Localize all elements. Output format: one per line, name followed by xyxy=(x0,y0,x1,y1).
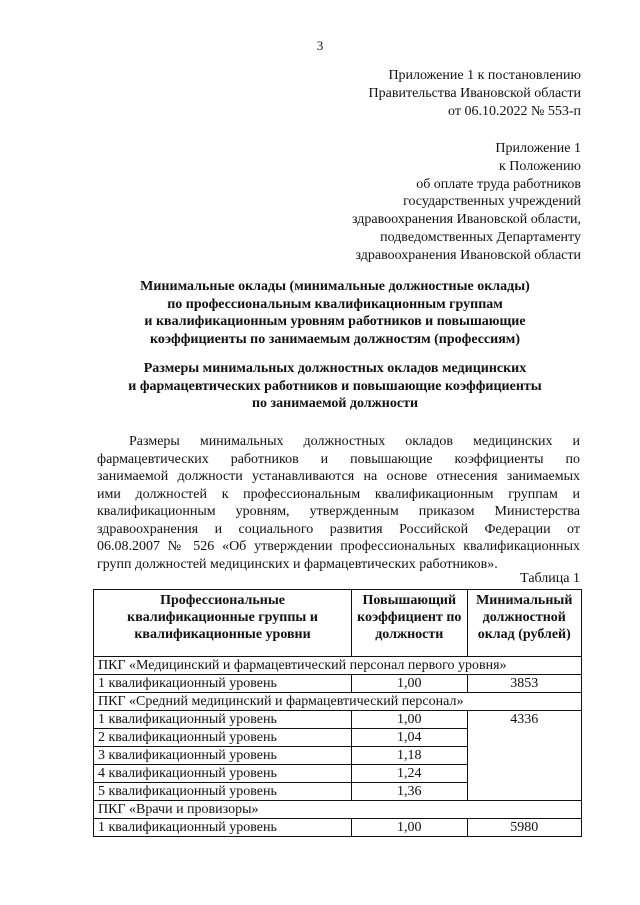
salary-cell: 4336 xyxy=(467,711,581,801)
appendix-sub-line: здравоохранения Ивановской области, xyxy=(352,212,581,228)
appendix-sub-line: здравоохранения Ивановской области xyxy=(355,247,581,263)
level-cell: 5 квалификационный уровень xyxy=(94,783,352,801)
table-header-row xyxy=(94,590,582,657)
group-title: ПКГ «Средний медицинский и фармацевтический персонал» xyxy=(94,693,582,711)
document-title xyxy=(100,278,570,348)
section-title-line: по занимаемой должности xyxy=(251,396,419,411)
coefficient-cell: 1,04 xyxy=(352,729,467,747)
header-coefficient: Повышающий коэффициент по должности xyxy=(352,590,467,657)
level-cell: 1 квалификационный уровень xyxy=(94,711,352,729)
level-cell: 1 квалификационный уровень xyxy=(94,819,352,837)
appendix-sub-block xyxy=(241,140,581,265)
coefficient-cell: 1,00 xyxy=(352,711,467,729)
coefficient-cell: 1,00 xyxy=(352,675,467,693)
appendix-main-line: от 06.10.2022 № 553-п xyxy=(448,103,581,119)
header-qualification-groups: Профессиональные квалификационные группы и квалификационные уровни xyxy=(94,590,352,657)
table-row xyxy=(94,711,582,729)
table-caption: Таблица 1 xyxy=(520,571,580,586)
salary-table xyxy=(93,589,582,837)
header-min-salary: Минимальный должностной оклад (рублей) xyxy=(467,590,581,657)
section-title-line: и фармацевтических работников и повышающие коэффициенты xyxy=(128,378,542,394)
appendix-sub-line: об оплате труда работников xyxy=(416,176,581,192)
section-title xyxy=(100,360,570,413)
level-cell: 4 квалификационный уровень xyxy=(94,765,352,783)
paragraph-line: фармацевтических работников и повышающие коэффициенты по xyxy=(97,451,580,467)
table-row xyxy=(94,675,582,693)
level-cell: 1 квалификационный уровень xyxy=(94,675,352,693)
level-cell: 3 квалификационный уровень xyxy=(94,747,352,765)
appendix-sub-line: Приложение 1 xyxy=(495,141,581,156)
appendix-main-line: Приложение 1 к постановлению xyxy=(388,68,581,83)
paragraph-line: групп должностей медицинских и фармацевтических работников». xyxy=(97,556,498,572)
paragraph-line: занимаемой должности устанавливаются на основе отнесения занимаемых xyxy=(97,469,580,484)
group-title-row xyxy=(94,801,582,819)
paragraph-line: 06.08.2007 № 526 «Об утверждении профессиональных квалификационных xyxy=(97,539,580,554)
group-title-row xyxy=(94,693,582,711)
table-row xyxy=(94,819,582,837)
coefficient-cell: 1,18 xyxy=(352,747,467,765)
level-cell: 2 квалификационный уровень xyxy=(94,729,352,747)
coefficient-cell: 1,36 xyxy=(352,783,467,801)
page-number: 3 xyxy=(316,38,324,53)
appendix-main-line: Правительства Ивановской области xyxy=(368,85,581,101)
coefficient-cell: 1,24 xyxy=(352,765,467,783)
paragraph-line: здравоохранения и социального развития Российской Федерации от xyxy=(97,521,580,537)
body-paragraph xyxy=(97,433,580,573)
paragraph-line: ими должностей к профессиональным квалификационным группам и xyxy=(97,486,580,502)
group-title-row xyxy=(94,657,582,675)
salary-cell: 5980 xyxy=(467,819,581,837)
group-title: ПКГ «Медицинский и фармацевтический персонал первого уровня» xyxy=(94,657,582,675)
group-title: ПКГ «Врачи и провизоры» xyxy=(94,801,582,819)
paragraph-line: квалификационным уровням, утвержденным приказом Министерства xyxy=(97,504,580,519)
title-line: коэффициенты по занимаемым должностям (профессиям) xyxy=(149,331,520,347)
salary-cell: 3853 xyxy=(467,675,581,693)
title-line: Минимальные оклады (минимальные должностные оклады) xyxy=(140,279,530,294)
appendix-sub-line: к Положению xyxy=(498,158,581,174)
appendix-sub-line: подведомственных Департаменту xyxy=(380,229,581,245)
title-line: по профессиональным квалификационным группам xyxy=(167,296,503,312)
coefficient-cell: 1,00 xyxy=(352,819,467,837)
appendix-main-block xyxy=(241,67,581,120)
title-line: и квалификационным уровням работников и повышающие xyxy=(144,314,526,329)
appendix-sub-line: государственных учреждений xyxy=(403,194,581,210)
section-title-line: Размеры минимальных должностных окладов медицинских xyxy=(143,361,527,376)
paragraph-line: Размеры минимальных должностных окладов медицинских и xyxy=(129,434,580,449)
